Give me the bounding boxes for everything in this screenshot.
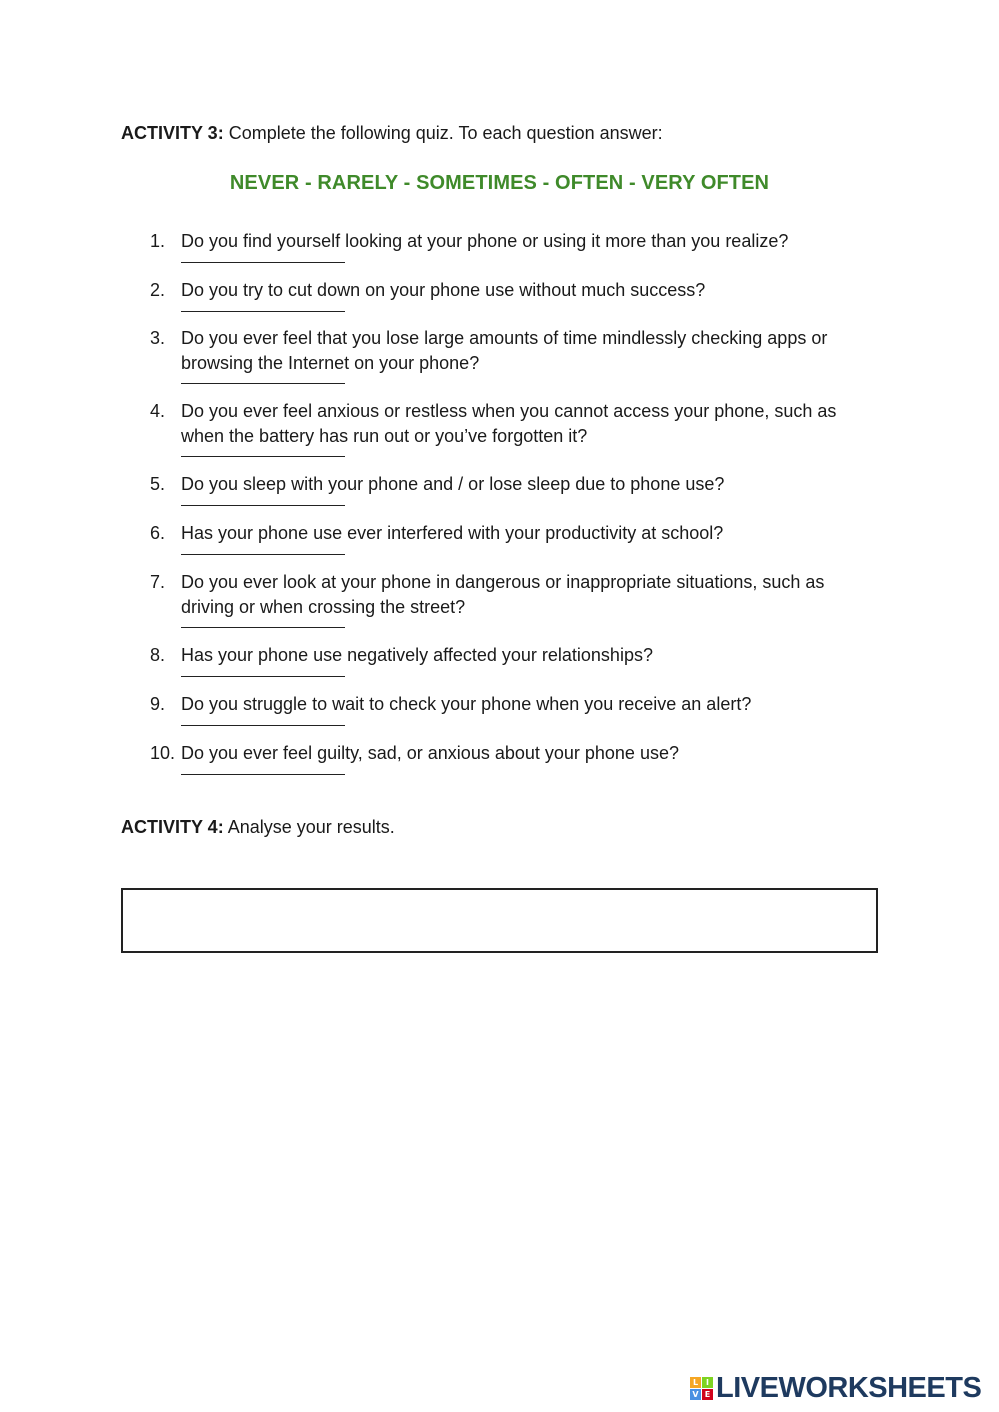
- logo-block-e: E: [702, 1389, 713, 1400]
- question-number: 9.: [150, 694, 166, 714]
- activity-4-instruction: Analyse your results.: [223, 817, 395, 837]
- answer-blank[interactable]: [181, 306, 345, 312]
- answer-blank[interactable]: [181, 378, 345, 384]
- question-number: 6.: [150, 523, 166, 543]
- activity-3-instruction: Complete the following quiz. To each question answer:: [223, 123, 663, 143]
- activity-4-label: ACTIVITY 4:: [121, 817, 224, 837]
- question-number: 4.: [150, 401, 166, 421]
- question-1: [150, 229, 870, 263]
- answer-blank[interactable]: [181, 500, 345, 506]
- answer-blank[interactable]: [181, 769, 345, 775]
- question-number: 3.: [150, 328, 166, 348]
- question-5: [150, 472, 870, 506]
- answer-blank[interactable]: [181, 549, 345, 555]
- answer-scale: NEVER - RARELY - SOMETIMES - OFTEN - VERY OFTEN: [229, 172, 770, 194]
- question-number: 10.: [150, 743, 176, 763]
- question-text: Do you ever feel that you lose large amounts of time mindlessly checking apps or browsing the Internet on your phone?: [181, 328, 828, 373]
- question-3: [150, 326, 870, 384]
- logo-block-i: I: [702, 1377, 713, 1388]
- question-text: Has your phone use ever interfered with your productivity at school?: [181, 523, 724, 543]
- logo-text: LIVEWORKSHEETS: [716, 1371, 982, 1404]
- question-9: [150, 692, 870, 726]
- question-2: [150, 278, 870, 312]
- question-number: 7.: [150, 572, 166, 592]
- question-text: Do you try to cut down on your phone use without much success?: [181, 280, 706, 300]
- liveworksheets-logo: [690, 1371, 982, 1404]
- question-number: 8.: [150, 645, 166, 665]
- question-text: Do you struggle to wait to check your phone when you receive an alert?: [181, 694, 752, 714]
- question-text: Do you ever look at your phone in dangerous or inappropriate situations, such as driving or when crossing the street?: [181, 572, 825, 617]
- activity-4-heading: [121, 816, 395, 838]
- question-text: Do you find yourself looking at your phone or using it more than you realize?: [181, 231, 789, 251]
- logo-blocks-icon: [690, 1377, 713, 1400]
- question-text: Do you ever feel anxious or restless when you cannot access your phone, such as when the battery has run out or you’ve forgotten it?: [181, 401, 837, 446]
- question-8: [150, 643, 870, 677]
- question-7: [150, 570, 870, 628]
- activity-3-heading: [121, 122, 663, 144]
- logo-block-l: L: [690, 1377, 701, 1388]
- activity-3-label: ACTIVITY 3:: [121, 123, 224, 143]
- question-number: 2.: [150, 280, 166, 300]
- answer-blank[interactable]: [181, 720, 345, 726]
- answer-blank[interactable]: [181, 451, 345, 457]
- question-number: 1.: [150, 231, 166, 251]
- answer-blank[interactable]: [181, 671, 345, 677]
- answer-blank[interactable]: [181, 257, 345, 263]
- question-4: [150, 399, 870, 457]
- question-6: [150, 521, 870, 555]
- question-text: Do you ever feel guilty, sad, or anxious about your phone use?: [181, 743, 679, 763]
- question-text: Do you sleep with your phone and / or lose sleep due to phone use?: [181, 474, 725, 494]
- question-number: 5.: [150, 474, 166, 494]
- results-answer-box[interactable]: [121, 888, 878, 953]
- answer-blank[interactable]: [181, 622, 345, 628]
- question-10: [150, 741, 870, 775]
- logo-block-v: V: [690, 1389, 701, 1400]
- question-text: Has your phone use negatively affected your relationships?: [181, 645, 653, 665]
